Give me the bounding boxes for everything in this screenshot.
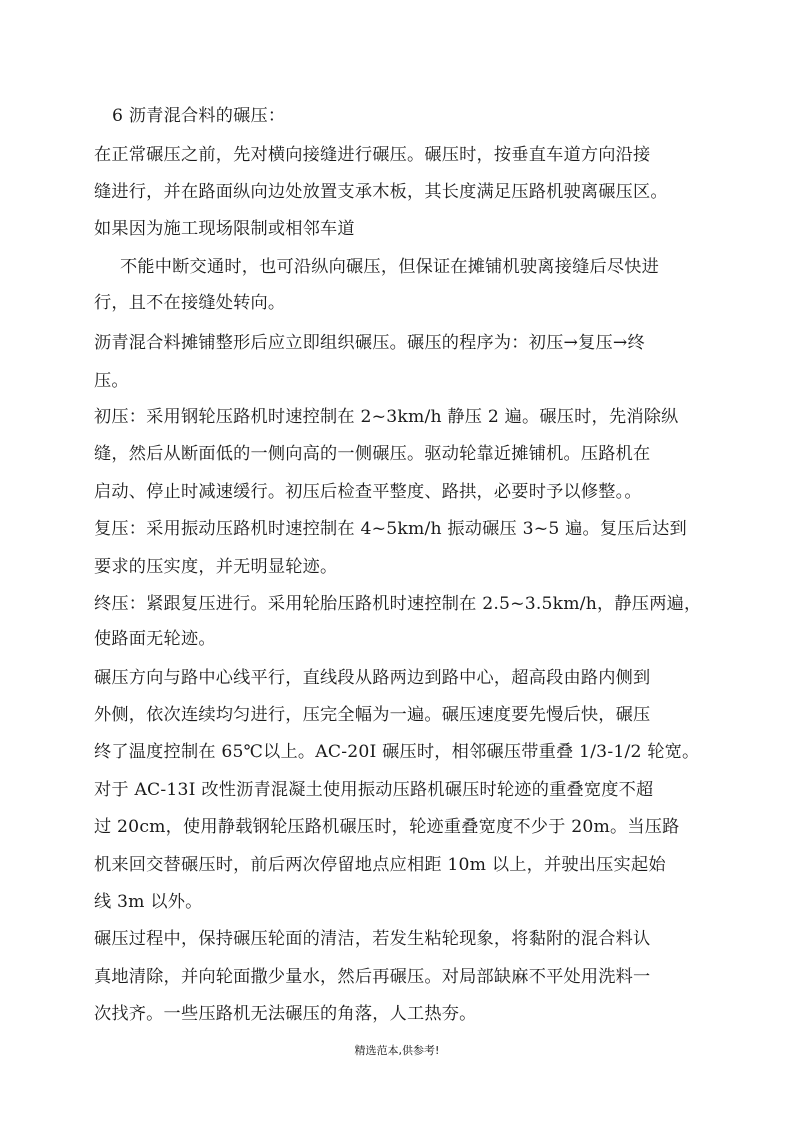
- paragraph-line: 行，且不在接缝处转向。: [94, 293, 286, 313]
- paragraph-line: 终了温度控制在 65℃以上。AC-20I 碾压时，相邻碾压带重叠 1/3-1/2 轮宽。: [94, 742, 700, 762]
- section-heading: 6 沥青混合料的碾压：: [112, 106, 286, 126]
- paragraph-line: 对于 AC-13I 改性沥青混凝土使用振动压路机碾压时轮迹的重叠宽度不超: [94, 780, 654, 800]
- paragraph-line: 终压：紧跟复压进行。采用轮胎压路机时速控制在 2.5~3.5km/h，静压两遍，: [94, 594, 702, 614]
- paragraph-line: 碾压方向与路中心线平行，直线段从路两边到路中心，超高段由路内侧到: [94, 668, 651, 688]
- paragraph-line: 缝，然后从断面低的一侧向高的一侧碾压。驱动轮靠近摊铺机。压路机在: [94, 444, 651, 464]
- paragraph-line: 沥青混合料摊铺整形后应立即组织碾压。碾压的程序为：初压→复压→终: [94, 333, 645, 353]
- paragraph-line: 在正常碾压之前，先对横向接缝进行碾压。碾压时，按垂直车道方向沿接: [94, 145, 651, 165]
- paragraph-line: 初压：采用钢轮压路机时速控制在 2~3km/h 静压 2 遍。碾压时，先消除纵: [94, 407, 679, 427]
- paragraph-line: 启动、停止时减速缓行。初压后检查平整度、路拱，必要时予以修整。。: [94, 482, 642, 502]
- paragraph-line: 要求的压实度，并无明显轮迹。: [94, 557, 338, 577]
- paragraph-line: 次找齐。一些压路机无法碾压的角落，人工热夯。: [94, 1004, 477, 1024]
- page-footer: 精选范本,供参考!: [354, 1044, 440, 1057]
- paragraph-line: 不能中断交通时，也可沿纵向碾压，但保证在摊铺机驶离接缝后尽快进: [120, 257, 660, 277]
- paragraph-line: 碾压过程中，保持碾压轮面的清洁，若发生粘轮现象，将黏附的混合料认: [94, 929, 651, 949]
- paragraph-line: 外侧，依次连续均匀进行，压完全幅为一遍。碾压速度要先慢后快，碾压: [94, 705, 651, 725]
- paragraph-line: 压。: [94, 371, 129, 391]
- paragraph-line: 过 20cm，使用静载钢轮压路机碾压时，轮迹重叠宽度不少于 20m。当压路: [94, 817, 680, 837]
- paragraph-line: 缝进行，并在路面纵向边处放置支承木板，其长度满足压路机驶离碾压区。: [94, 182, 668, 202]
- paragraph-line: 如果因为施工现场限制或相邻车道: [94, 219, 355, 239]
- paragraph-line: 真地清除，并向轮面撒少量水，然后再碾压。对局部缺麻不平处用洗料一: [94, 967, 651, 987]
- paragraph-line: 复压：采用振动压路机时速控制在 4~5km/h 振动碾压 3~5 遍。复压后达到: [94, 519, 687, 539]
- paragraph-line: 机来回交替碾压时，前后两次停留地点应相距 10m 以上，并驶出压实起始: [94, 855, 666, 875]
- paragraph-line: 使路面无轮迹。: [94, 629, 216, 649]
- paragraph-line: 线 3m 以外。: [94, 892, 203, 912]
